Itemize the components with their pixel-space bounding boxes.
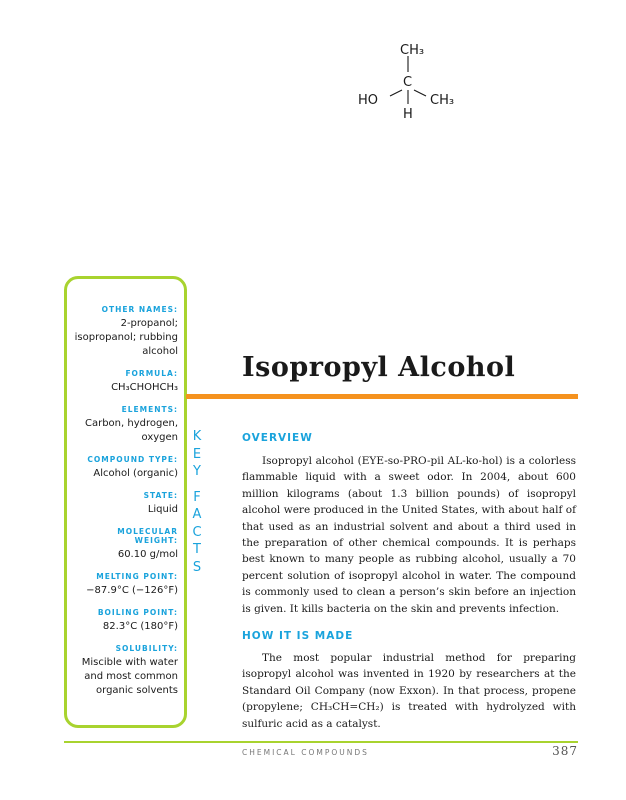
atom-h-bottom: H xyxy=(403,107,413,122)
structural-formula-diagram xyxy=(340,30,480,140)
fact-value: Alcohol (organic) xyxy=(93,468,178,479)
fact-molecular-weight xyxy=(73,527,178,562)
fact-formula xyxy=(73,369,178,395)
fact-label: BOILING POINT: xyxy=(97,608,178,617)
key-facts-sidebar xyxy=(64,276,187,728)
fact-value: Liquid xyxy=(147,504,178,515)
title-rule xyxy=(186,394,578,399)
page-number: 387 xyxy=(552,744,578,758)
key-facts-letter: Y xyxy=(193,464,201,479)
atom-ch3-top: CH₃ xyxy=(400,43,425,58)
fact-label: ELEMENTS: xyxy=(121,405,178,414)
how-it-is-made-paragraph: The most popular industrial method for preparing isopropyl alcohol was invented in 1920 by researchers at the Standard Oil Company (now Exxon). In that process, propene (propylene; CH₃CH=CH₂) is treated with hydrolyzed with sulfuric acid as a catalyst. xyxy=(242,652,576,730)
fact-melting-point xyxy=(73,572,178,598)
fact-label: STATE: xyxy=(143,491,178,500)
fact-value: CH₃CHOHCH₃ xyxy=(111,382,178,393)
fact-value: −87.9°C (−126°F) xyxy=(86,585,178,596)
fact-value: Miscible with water and most common organic solvents xyxy=(81,657,178,696)
atom-ho-left: HO xyxy=(358,93,379,108)
atom-ch3-right: CH₃ xyxy=(430,93,455,108)
fact-label: OTHER NAMES: xyxy=(101,305,178,314)
fact-value: Carbon, hydrogen, oxygen xyxy=(84,418,178,443)
structural-formula xyxy=(340,30,480,140)
key-facts-letter: T xyxy=(193,542,201,557)
fact-elements xyxy=(73,405,178,445)
fact-boiling-point xyxy=(73,608,178,634)
fact-solubility xyxy=(73,644,178,698)
fact-label: FORMULA: xyxy=(125,369,178,378)
bond-right xyxy=(414,90,426,96)
key-facts-letter: S xyxy=(192,559,202,575)
running-footer: CHEMICAL COMPOUNDS xyxy=(242,748,369,757)
fact-value: 82.3°C (180°F) xyxy=(102,621,178,632)
fact-state xyxy=(73,491,178,517)
fact-compound-type xyxy=(73,455,178,481)
key-facts-letter: E xyxy=(192,446,202,462)
key-facts-letter: C xyxy=(192,524,202,540)
key-facts-letter xyxy=(188,481,206,489)
fact-value: 60.10 g/mol xyxy=(117,549,178,560)
footer-rule xyxy=(64,741,578,743)
fact-label: COMPOUND TYPE: xyxy=(87,455,178,464)
bond-left xyxy=(390,90,402,96)
section-heading-how-it-is-made: HOW IT IS MADE xyxy=(242,630,354,642)
key-facts-vertical-heading xyxy=(188,428,206,576)
key-facts-letter: F xyxy=(193,489,201,505)
overview-paragraph: Isopropyl alcohol (EYE-so-PRO-pil AL-ko-hol) is a colorless flammable liquid with a sweet odor. In 2004, about 600 million kilograms (about 1.3 billion pounds) of isopropyl alcohol were produced in the United States, with about half of that used as an industrial solvent and about a third used in the preparation of other chemical compounds. It is perhaps best known to many people as rubbing alcohol, usually a 70 percent solution of isopropyl alcohol in water. The compound is commonly used to clean a person’s skin before an injection is given. It kills bacteria on the skin and prevents infection. xyxy=(242,455,576,615)
article-title: Isopropyl Alcohol xyxy=(242,352,516,383)
fact-value: 2-propanol; isopropanol; rubbing alcohol xyxy=(74,318,178,357)
section-heading-overview: OVERVIEW xyxy=(242,432,313,444)
atom-c-center: C xyxy=(403,75,413,90)
fact-label: MELTING POINT: xyxy=(96,572,178,581)
key-facts-letter: A xyxy=(192,507,202,522)
key-facts-letter: K xyxy=(192,429,202,444)
fact-other-names xyxy=(73,305,178,359)
fact-label: MOLECULAR WEIGHT: xyxy=(117,527,178,545)
fact-label: SOLUBILITY: xyxy=(115,644,178,653)
